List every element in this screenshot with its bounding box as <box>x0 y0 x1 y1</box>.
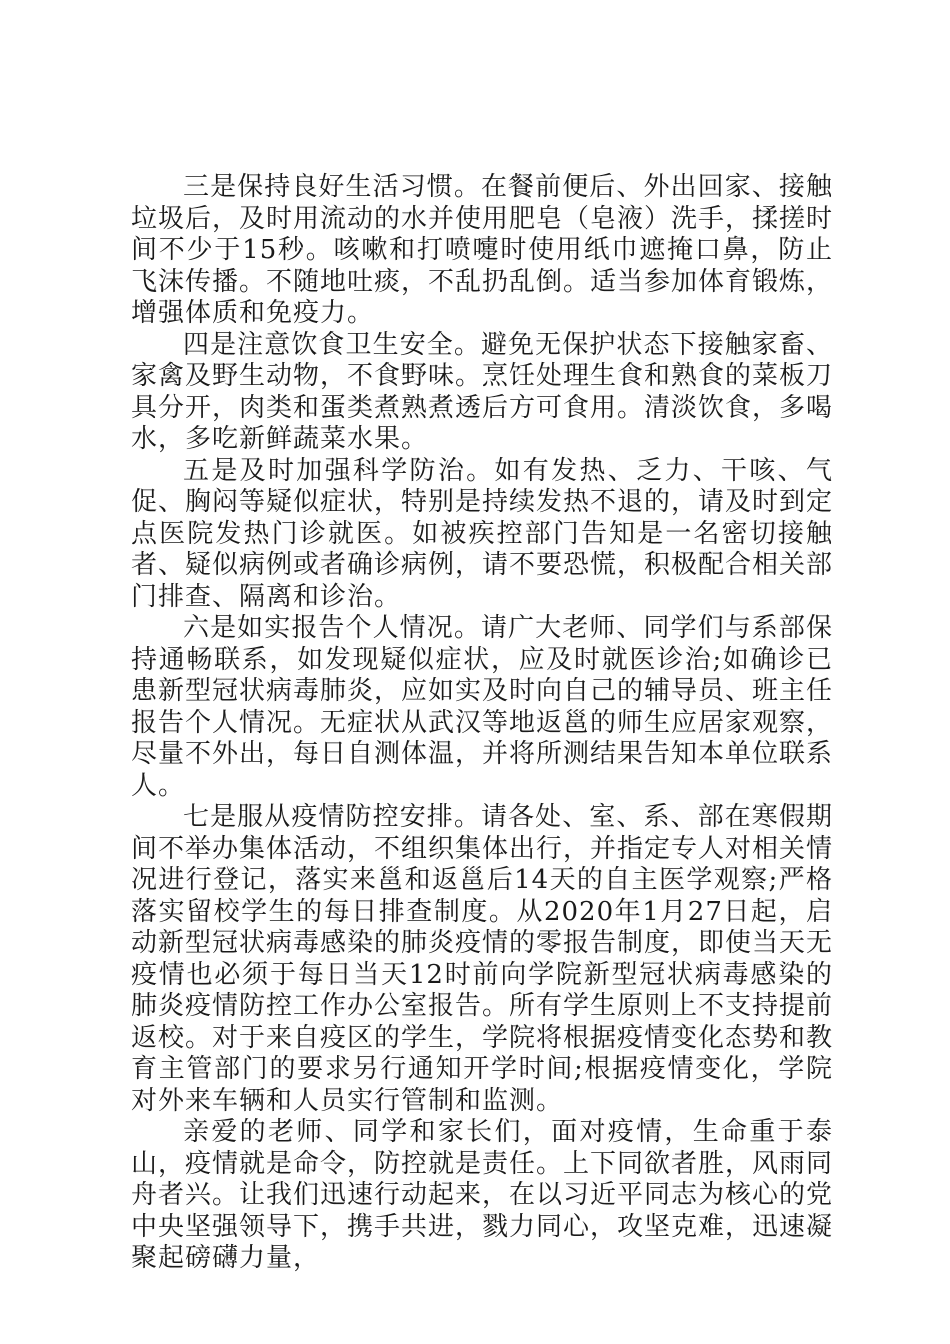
document-body <box>131 172 833 1275</box>
paragraph-arrangements: 七是服从疫情防控安排。请各处、室、系、部在寒假期间不举办集体活动，不组织集体出行，并指定专人对相关情况进行登记，落实来邕和返邕后14天的自主医学观察;严格落实留校学生的每日排查制度。从2020年1月27日起，启动新型冠状病毒感染的肺炎疫情的零报告制度，即使当天无疫情也必须于每日当天12时前向学院新型冠状病毒感染的肺炎疫情防控工作办公室报告。所有学生原则上不支持提前返校。对于来自疫区的学生，学院将根据疫情变化态势和教育主管部门的要求另行通知开学时间;根据疫情变化，学院对外来车辆和人员实行管制和监测。 <box>131 802 834 1116</box>
paragraph-prevention: 五是及时加强科学防治。如有发热、乏力、干咳、气促、胸闷等疑似症状，特别是持续发热不退的，请及时到定点医院发热门诊就医。如被疾控部门告知是一名密切接触者、疑似病例或者确诊病例，请不要恐慌，积极配合相关部门排查、隔离和诊治。 <box>131 455 834 612</box>
paragraph-appeal: 亲爱的老师、同学和家长们，面对疫情，生命重于泰山，疫情就是命令，防控就是责任。上下同欲者胜，风雨同舟者兴。让我们迅速行动起来，在以习近平同志为核心的党中央坚强领导下，携手共进，戮力同心，攻坚克难，迅速凝聚起磅礴力量， <box>131 1117 834 1273</box>
paragraph-habits: 三是保持良好生活习惯。在餐前便后、外出回家、接触垃圾后，及时用流动的水并使用肥皂（皂液）洗手，揉搓时间不少于15秒。咳嗽和打喷嚏时使用纸巾遮掩口鼻，防止飞沫传播。不随地吐痰，不乱扔乱倒。适当参加体育锻炼，增强体质和免疫力。 <box>131 172 834 328</box>
paragraph-reporting: 六是如实报告个人情况。请广大老师、同学们与系部保持通畅联系，如发现疑似症状，应及时就医诊治;如确诊已患新型冠状病毒肺炎，应如实及时向自己的辅导员、班主任报告个人情况。无症状从武汉等地返邕的师生应居家观察，尽量不外出，每日自测体温，并将所测结果告知本单位联系人。 <box>131 613 834 801</box>
paragraph-food-safety: 四是注意饮食卫生安全。避免无保护状态下接触家畜、家禽及野生动物，不食野味。烹饪处理生食和熟食的菜板刀具分开，肉类和蛋类煮熟煮透后方可食用。清淡饮食，多喝水，多吃新鲜蔬菜水果。 <box>131 329 834 454</box>
